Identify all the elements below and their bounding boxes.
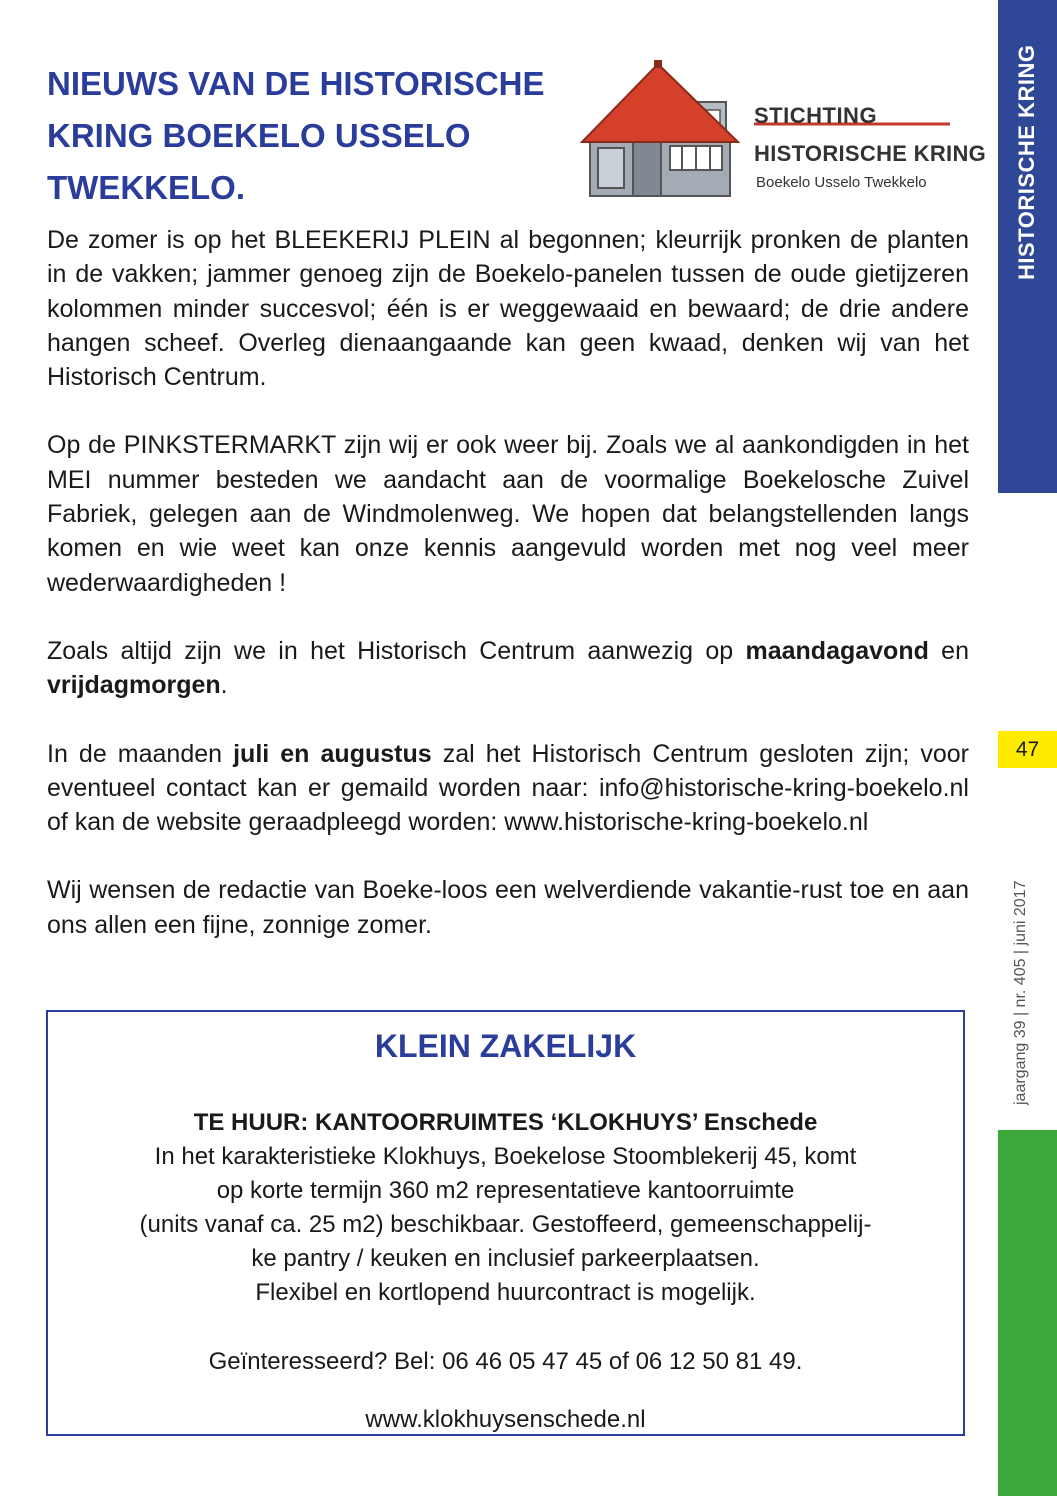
classified-title: KLEIN ZAKELIJK [374, 1028, 637, 1064]
article-title [47, 58, 567, 214]
paragraph: Wij wensen de redactie van Boeke-loos een welverdiende vakantie-rust toe en aan ons allen een fijne, zonnige zomer. [47, 876, 969, 939]
article-title-line: NIEUWS VAN DE HISTORISCHE [47, 65, 545, 102]
text-segment: zal het Historisch Centrum gesloten zijn; voor eventueel contact kan er gemaild worden naar: info@historische-kring-boekelo.nl of kan de website geraadpleegd worden: www.historische-kring-boekelo.nl [47, 739, 970, 837]
ad-website-link[interactable]: www.klokhuysenschede.nl [365, 1406, 646, 1433]
text-segment: Zoals altijd zijn we in het Historisch Centrum aanwezig op [47, 636, 746, 665]
paragraph: Op de PINKSTERMARKT zijn wij er ook weer bij. Zoals we al aankondigden in het MEI nummer besteden we aandacht aan de voormalige Boekelosche Zuivel Fabriek, gelegen aan de Windmolenweg. We hopen dat belangstellenden langs komen en wie weet kan onze kennis aangevuld worden met nog veel meer wederwaardigheden ! [47, 431, 969, 597]
paragraph-closure [47, 737, 969, 840]
logo-line-1: STICHTING [754, 103, 878, 128]
ad-line: (units vanaf ca. 25 m2) beschikbaar. Gestoffeerd, gemeenschappelij- [139, 1211, 872, 1238]
bold-text: maandagavond [745, 636, 929, 665]
ad-line: op korte termijn 360 m2 representatieve kantoorruimte [216, 1177, 795, 1204]
article-title-line: TWEKKELO. [47, 169, 245, 206]
logo-line-3: Boekelo Usselo Twekkelo [756, 174, 927, 191]
section-tab-label: HISTORISCHE KRING [1014, 44, 1039, 280]
article-title-line: KRING BOEKELO USSELO [47, 117, 471, 154]
bold-text: vrijdagmorgen [47, 671, 221, 700]
paragraph: De zomer is op het BLEEKERIJ PLEIN al begonnen; kleurrijk pronken de planten in de vakken; jammer genoeg zijn de Boekelo-panelen tussen de oude gietijzeren kolommen minder succesvol; één is er weggewaaid en bewaard; de drie andere hangen scheef. Overleg dienaangaande kan geen kwaad, denken wij van het Historisch Centrum. [47, 226, 969, 392]
text-segment: en [928, 636, 969, 665]
classified-box [46, 1010, 965, 1436]
historische-kring-logo [578, 60, 987, 200]
paragraph-opening-hours [47, 634, 969, 703]
logo-line-2: HISTORISCHE KRING [754, 141, 987, 166]
article-body [47, 223, 969, 976]
issue-info: jaargang 39 | nr. 405 | juni 2017 [1012, 880, 1029, 1105]
ad-line: ke pantry / keuken en inclusief parkeerplaatsen. [251, 1245, 760, 1272]
ad-line: Flexibel en kortlopend huurcontract is mogelijk. [255, 1279, 756, 1306]
text-segment: In de maanden [47, 739, 234, 768]
ad-line: In het karakteristieke Klokhuys, Boekelose Stoomblekerij 45, komt [154, 1143, 857, 1170]
bold-text: juli en augustus [233, 739, 432, 768]
green-tab [998, 1130, 1057, 1496]
page-number: 47 [998, 731, 1057, 768]
text-segment: . [220, 671, 228, 700]
ad-phone: Geïnteresseerd? Bel: 06 46 05 47 45 of 06 12 50 81 49. [208, 1348, 803, 1375]
ad-heading: TE HUUR: KANTOORRUIMTES ‘KLOKHUYS’ Enschede [193, 1109, 818, 1136]
